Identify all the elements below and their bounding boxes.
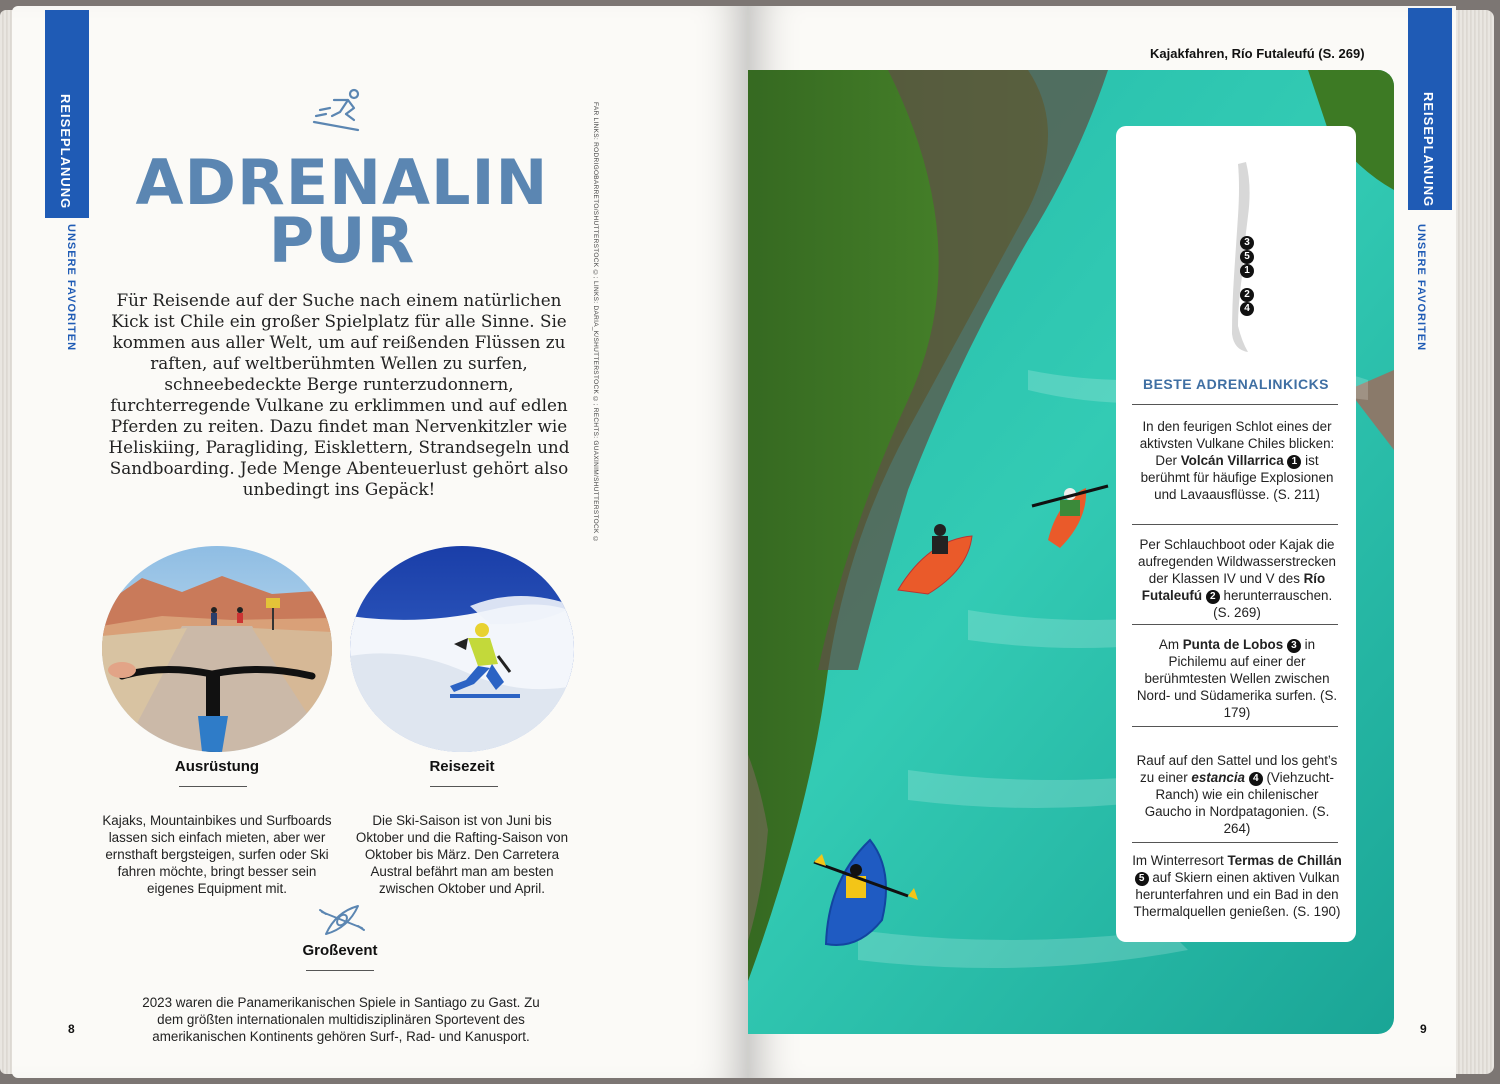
map-marker: 3	[1240, 236, 1254, 250]
box-divider	[1132, 726, 1338, 727]
kick-item-1	[1132, 418, 1342, 503]
kayak-icon	[318, 898, 366, 942]
event-heading: Großevent	[302, 942, 378, 959]
title-line-2: PUR	[268, 204, 416, 277]
kick-text: Rauf auf den Sattel und los geht’s zu einer	[1136, 753, 1338, 785]
ski-photo	[350, 546, 574, 752]
map-marker: 4	[1240, 302, 1254, 316]
kick-text: In den feurigen Schlot eines der aktivsten Vulkane Chiles blicken: Der	[1139, 419, 1335, 468]
kick-item-4	[1132, 752, 1342, 837]
kick-place: Punta de Lobos	[1182, 637, 1284, 652]
title-line-1: ADRENALIN	[135, 146, 549, 219]
event-text: 2023 waren die Panamerikanischen Spiele in Santiago zu Gast. Zu dem größten internationalen multidisziplinären Sportevent des amerikanischen Kontinents gehören Surf-, Rad- und Kanusport.	[142, 995, 540, 1044]
box-divider	[1132, 842, 1338, 843]
kick-item-2	[1132, 536, 1342, 621]
event-divider	[306, 970, 374, 971]
page-number-right: 9	[1420, 1022, 1427, 1036]
photo-caption: Kajakfahren, Río Futaleufú (S. 269)	[1150, 46, 1365, 61]
left-page	[12, 6, 748, 1078]
page-title	[72, 146, 612, 277]
page-number-left: 8	[68, 1022, 75, 1036]
section-tab-label: REISEPLANUNG	[58, 94, 73, 210]
box-divider	[1132, 624, 1338, 625]
kick-place: Río Futaleufú	[1141, 571, 1326, 603]
adrenaline-kicks-box	[1116, 126, 1356, 942]
right-page	[748, 6, 1456, 1078]
kick-marker: 1	[1287, 455, 1301, 469]
kick-marker: 4	[1249, 772, 1263, 786]
section-tab	[1408, 8, 1452, 210]
intro-paragraph: Für Reisende auf der Suche nach einem natürlichen Kick ist Chile ein großer Spielplatz für alle Sinne. Sie kommen aus aller Welt, um auf reißenden Flüssen zu raften, auf weltberühmten Wellen zu surfen, schneebedeckte Berge runterzudonnern, furchterregende Vulkane zu erklimmen und auf edlen Pferden zu reiten. Dazu findet man Nervenkitzler wie Heliskiing, Paragliding, Eisklettern, Strandsegeln und Sandboarding. Jede Menge Abenteuerlust gehört also unbedingt ins Gepäck!	[108, 290, 570, 499]
kick-item-5	[1132, 852, 1342, 920]
snowboarder-icon	[310, 86, 370, 134]
map-markers	[1240, 236, 1256, 316]
kick-text: Per Schlauchboot oder Kajak die aufregenden Wildwasserstrecken der Klassen IV und V des	[1138, 537, 1336, 586]
gear-heading: Ausrüstung	[174, 758, 260, 775]
kick-text: in Pichilemu auf einer der berühmtesten Wellen zwischen Nord- und Südamerika surfen. (S. 179)	[1136, 637, 1338, 720]
kick-item-3	[1132, 636, 1342, 721]
book-edge-right	[1456, 10, 1494, 1074]
season-divider	[430, 786, 498, 787]
map-marker: 5	[1240, 250, 1254, 264]
gear-text: Kajaks, Mountainbikes und Surfboards lassen sich einfach mieten, aber wer ernsthaft bergsteigen, surfen oder Ski fahren möchte, bringt besser sein eigenes Equipment mit.	[102, 813, 332, 896]
kick-text: Im Winterresort	[1132, 853, 1228, 868]
kick-text: auf Skiern einen aktiven Vulkan herunterfahren und ein Bad in den Thermalquellen genießen. (S. 190)	[1133, 870, 1341, 919]
kick-text: ist berühmt für häufige Explosionen und Lavaausflüsse. (S. 211)	[1140, 453, 1334, 502]
box-divider	[1132, 524, 1338, 525]
kick-text: herunterrauschen. (S. 269)	[1213, 588, 1333, 620]
chile-map-icon	[1208, 156, 1268, 356]
section-subtab-label: UNSERE FAVORITEN	[65, 224, 77, 352]
kick-marker: 3	[1287, 639, 1301, 653]
section-tab-label: REISEPLANUNG	[1421, 92, 1436, 208]
map-marker: 1	[1240, 264, 1254, 278]
kick-marker: 5	[1135, 872, 1149, 886]
kick-place: Volcán Villarrica	[1180, 453, 1284, 468]
box-divider	[1132, 404, 1338, 405]
kick-place: Termas de Chillán	[1227, 853, 1342, 868]
kick-place: estancia	[1191, 770, 1246, 785]
kick-text: (Viehzucht-Ranch) wie ein chilenischer Gaucho in Nordpatagonien. (S. 264)	[1144, 770, 1334, 836]
kick-text: Am	[1158, 637, 1183, 652]
box-heading: BESTE ADRENALINKICKS	[1142, 376, 1330, 392]
map-marker: 2	[1240, 288, 1254, 302]
season-heading: Reisezeit	[429, 758, 495, 775]
season-text: Die Ski-Saison ist von Juni bis Oktober und die Rafting-Saison von Oktober bis März. Den Carretera Austral befährt man am besten zwischen Oktober und April.	[355, 813, 569, 896]
section-subtab-label: UNSERE FAVORITEN	[1415, 224, 1427, 352]
kick-marker: 2	[1206, 590, 1220, 604]
photo-credit: FAR LINKS: RODRIGOBARRETO/SHUTTERSTOCK ©; LINKS: DARIA_K/SHUTTERSTOCK ©; RECHTS: GUAXINIM/SHUTTERSTOCK ©	[592, 102, 599, 544]
bike-photo	[102, 546, 332, 752]
gear-divider	[179, 786, 247, 787]
